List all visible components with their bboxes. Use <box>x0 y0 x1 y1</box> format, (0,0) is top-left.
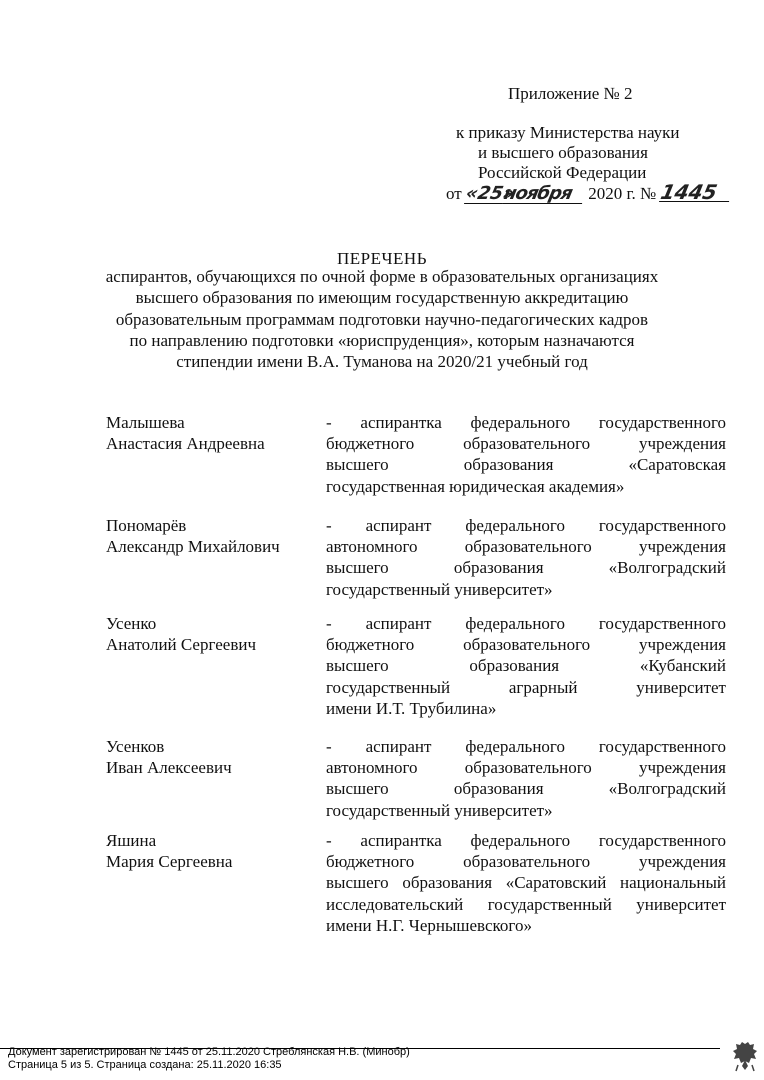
subtitle-line: образовательным программам подготовки научно-педагогических кадров <box>115 309 649 329</box>
recipient-surname: Малышева <box>106 413 185 432</box>
appendix-title: Приложение № 2 <box>508 84 633 103</box>
description-line: бюджетного образовательного учреждения <box>326 852 726 872</box>
recipient-surname: Усенко <box>106 614 157 633</box>
handwritten-order-number: 1445 <box>658 183 732 202</box>
footer-line-1: Документ зарегистрирован № 1445 от 25.11.2020 Стреблянская Н.В. (Минобр) <box>8 1046 410 1058</box>
recipient-description <box>326 613 726 719</box>
description-line: имени Н.Г. Чернышевского» <box>326 915 532 935</box>
recipient-given-names: Анатолий Сергеевич <box>106 635 256 655</box>
recipient-name <box>106 412 316 454</box>
description-line: имени И.Т. Трубилина» <box>326 698 497 718</box>
description-line: государственный университет» <box>326 579 553 599</box>
recipient-description <box>326 830 726 936</box>
description-line: - аспирант федерального государственного <box>326 516 726 535</box>
subtitle-line: высшего образования по имеющим государственную аккредитацию <box>135 288 629 308</box>
recipient-given-names: Анастасия Андреевна <box>106 434 265 454</box>
recipient-given-names: Александр Михайлович <box>106 537 280 557</box>
subtitle-line: аспирантов, обучающихся по очной форме в образовательных организациях <box>105 267 659 286</box>
description-line: высшего образования «Волгоградский <box>326 779 726 799</box>
description-line: - аспирант федерального государственного <box>326 737 726 756</box>
document-subtitle <box>90 266 674 372</box>
recipient-given-names: Иван Алексеевич <box>106 758 232 778</box>
order-line-2: и высшего образования <box>478 143 648 162</box>
recipient-name <box>106 830 316 872</box>
description-line: - аспирантка федерального государственного <box>326 413 726 432</box>
registration-footer <box>8 1046 410 1072</box>
footer-line-2: Страница 5 из 5. Страница создана: 25.11.2020 16:35 <box>8 1059 282 1071</box>
description-line: государственный университет» <box>326 800 553 820</box>
description-line: государственный аграрный университет <box>326 677 726 697</box>
recipient-name <box>106 613 316 655</box>
description-line: бюджетного образовательного учреждения <box>326 635 726 655</box>
recipient-given-names: Мария Сергеевна <box>106 852 233 872</box>
double-headed-eagle-icon <box>730 1040 760 1074</box>
recipient-name <box>106 515 316 557</box>
description-line: государственная юридическая академия» <box>326 476 625 496</box>
description-line: - аспирантка федерального государственного <box>326 831 726 850</box>
recipient-name <box>106 736 316 778</box>
description-line: автономного образовательного учреждения <box>326 537 726 557</box>
description-line: - аспирант федерального государственного <box>326 614 726 633</box>
description-line: высшего образования «Кубанский <box>326 656 726 676</box>
date-year-suffix: 2020 г. № <box>588 184 657 203</box>
recipient-description <box>326 412 726 497</box>
description-line: высшего образования «Саратовский национальный <box>326 873 726 893</box>
recipient-surname: Усенков <box>106 737 165 756</box>
description-line: высшего образования «Саратовская <box>326 455 726 475</box>
recipient-surname: Пономарёв <box>106 516 187 535</box>
order-line-3: Российской Федерации <box>478 163 647 182</box>
handwritten-month: ноября <box>502 185 586 204</box>
recipient-surname: Яшина <box>106 831 157 850</box>
recipient-description <box>326 515 726 600</box>
order-date <box>446 180 731 204</box>
document-title: ПЕРЕЧЕНЬ <box>337 249 427 268</box>
subtitle-line: по направлению подготовки «юриспруденция», которым назначаются <box>129 330 635 350</box>
handwritten-day: «25» <box>463 183 517 204</box>
description-line: автономного образовательного учреждения <box>326 758 726 778</box>
subtitle-line: стипендии имени В.А. Туманова на 2020/21 учебный год <box>176 352 588 372</box>
description-line: высшего образования «Волгоградский <box>326 558 726 578</box>
date-prefix: от <box>446 184 462 203</box>
recipient-description <box>326 736 726 821</box>
order-line-1: к приказу Министерства науки <box>456 123 680 142</box>
description-line: бюджетного образовательного учреждения <box>326 434 726 454</box>
description-line: исследовательский государственный университет <box>326 894 726 914</box>
